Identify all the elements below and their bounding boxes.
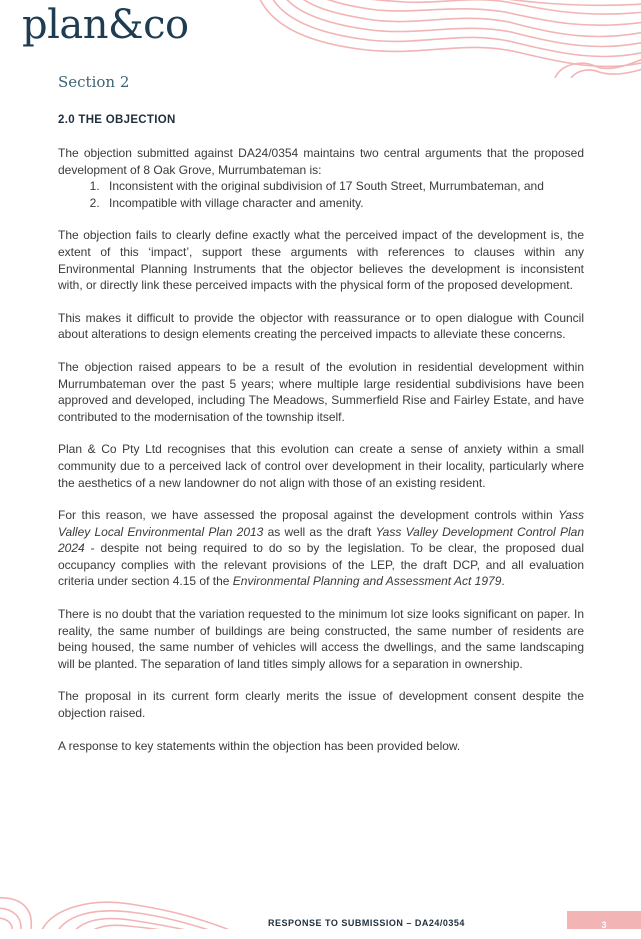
section-heading: 2.0 THE OBJECTION xyxy=(58,114,176,126)
paragraph-2: The objection fails to clearly define exactly what the perceived impact of the development is, the extent of this ‘impact’, support these arguments with references to clauses within any Environmental Planning Instruments that the objector believes the development is inconsistent with, or directly link these perceived impacts with the physical form of the proposed development. xyxy=(58,228,584,293)
p6-text-g: . xyxy=(501,574,505,589)
paragraph-8: The proposal in its current form clearly merits the issue of development consent despite the objection raised. xyxy=(58,689,584,721)
objection-body xyxy=(58,145,584,770)
plan-co-logo: plan&co xyxy=(22,2,189,48)
page-number: 3 xyxy=(567,911,641,929)
paragraph-9: A response to key statements within the objection has been provided below. xyxy=(58,738,461,753)
p6-text-a: For this reason, we have assessed the proposal against the development controls within xyxy=(58,508,559,523)
argument-item: 1. Inconsistent with the original subdivision of 17 South Street, Murrumbateman, and xyxy=(103,178,584,195)
paragraph-7: There is no doubt that the variation requested to the minimum lot size looks significant on paper. In reality, the same number of buildings are being constructed, the same number of residents are being housed, the same number of vehicles will access the dwellings, and the same landscaping will be planted. The separation of land titles simply allows for a separation in ownership. xyxy=(58,607,584,671)
p6-text-c: as well as the draft xyxy=(263,524,376,539)
paragraph-6 xyxy=(58,507,584,590)
paragraph-5: Plan & Co Pty Ltd recognises that this evolution can create a sense of anxiety within a small community due to a perceived lack of control over development in their locality, particularly where the aesthetics of a new landowner do not align with those of an existing resident. xyxy=(58,442,584,490)
section-label: Section 2 xyxy=(58,73,130,91)
paragraph-4: The objection raised appears to be a result of the evolution in residential development within Murrumbateman over the past 5 years; where multiple large residential subdivisions have been approved and developed, including The Meadows, Summerfield Rise and Fairley Estate, and have contributed to the modernisation of the township itself. xyxy=(58,359,584,424)
lep-title: Yass Valley Local Environmental Plan 2013 xyxy=(58,508,584,539)
paragraph-3: This makes it difficult to provide the objector with reassurance or to open dialogue with Council about alterations to design elements creating the perceived impacts to alleviate these concerns. xyxy=(58,310,584,342)
p6-text-e: - despite not being required to do so by the legislation. To be clear, the proposed dual occupancy complies with the relevant provisions of the LEP, the draft DCP, and all evaluation criteria under section 4.15 of the xyxy=(58,541,584,589)
topographic-lines-decoration-bottom xyxy=(0,878,250,929)
topographic-lines-decoration xyxy=(255,0,641,78)
intro-paragraph: The objection submitted against DA24/0354 maintains two central arguments that the proposed development of 8 Oak Grove, Murrumbateman is: xyxy=(58,146,584,177)
arguments-list xyxy=(58,178,584,211)
argument-item: 2. Incompatible with village character and amenity. xyxy=(103,195,584,212)
act-title: Environmental Planning and Assessment Act 1979 xyxy=(232,574,502,589)
footer-title: RESPONSE TO SUBMISSION – DA24/0354 xyxy=(268,918,465,928)
dcp-title: Yass Valley Development Control Plan 2024 xyxy=(58,524,584,556)
